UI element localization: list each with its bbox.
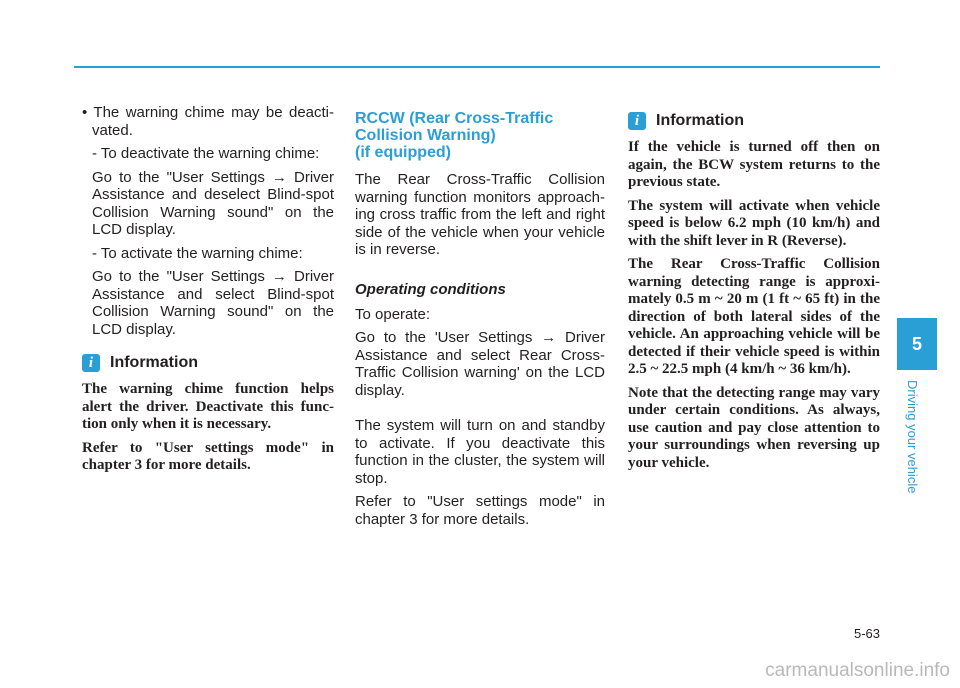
info-paragraph-3: The Rear Cross-Traffic Collision warning detecting range is approxi-mately 0.5 m ~ 20 m (1 ft ~ 65 ft) in the direction of both lateral sides of the vehicle. An approaching vehicle will be detected if their vehicle speed is within 2.5 ~ 22.5 mph (4 km/h ~ 36 km/h). <box>628 256 880 377</box>
chapter-number-tab: 5 <box>897 318 937 370</box>
info-paragraph-1: The warning chime function helps alert the driver. Deactivate this func-tion only when it is necessary. <box>82 381 334 432</box>
title-line-1: RCCW (Rear Cross-Traffic <box>355 110 554 127</box>
to-operate-label: To operate: <box>355 305 431 323</box>
activate-heading: - To activate the warning chime: <box>92 244 303 262</box>
info-title: Information <box>656 112 744 129</box>
subsection-title: Operating conditions <box>355 280 506 298</box>
bullet-warning-chime: • The warning chime may be deacti-vated. <box>82 104 334 139</box>
info-header-right <box>628 112 880 130</box>
activate-instructions: Go to the "User Settings → Driver Assistance and select Blind-spot Collision Warning sound" on the LCD display. <box>92 268 334 338</box>
column-left <box>82 104 334 481</box>
refer-paragraph: Refer to "User settings mode" in chapter 3 for more details. <box>355 493 605 528</box>
watermark: carmanualsonline.info <box>765 660 950 681</box>
header-rule <box>74 66 880 68</box>
deactivate-instructions: Go to the "User Settings → Driver Assistance and deselect Blind-spot Collision Warning sound" on the LCD display. <box>92 168 334 238</box>
information-icon: i <box>628 112 646 130</box>
standby-paragraph: The system will turn on and standby to activate. If you deactivate this function in the cluster, the system will stop. <box>355 417 605 487</box>
chapter-label: Driving your vehicle <box>905 380 920 494</box>
deactivate-heading: - To deactivate the warning chime: <box>92 145 320 162</box>
info-header-left <box>82 354 334 372</box>
information-icon: i <box>82 354 100 372</box>
info-paragraph-2: Refer to "User settings mode" in chapter 3 for more details. <box>82 439 334 473</box>
info-paragraph-1: If the vehicle is turned off then on again, the BCW system returns to the previous state. <box>628 139 880 190</box>
title-line-2: Collision Warning) <box>355 127 496 144</box>
info-paragraph-4: Note that the detecting range may vary under certain conditions. As always, use caution and pay close attention to your surroundings when reversing up your vehicle. <box>628 384 880 471</box>
bullet-text: The warning chime may be deacti-vated. <box>92 104 334 139</box>
rccw-intro: The Rear Cross-Traffic Collision warning function monitors approach-ing cross traffic from the left and right side of the vehicle when your vehicle is in reverse. <box>355 171 605 258</box>
column-middle <box>355 104 605 534</box>
column-right <box>628 96 880 478</box>
section-title-rccw <box>355 110 605 161</box>
info-title: Information <box>110 354 198 371</box>
operate-instructions: Go to the 'User Settings → Driver Assistance and select Rear Cross-Traffic Collision warning' on the LCD display. <box>355 329 605 399</box>
info-paragraph-2: The system will activate when vehicle speed is below 6.2 mph (10 km/h) and with the shift lever in R (Reverse). <box>628 197 880 249</box>
page-number: 5-63 <box>853 626 880 641</box>
title-line-3: (if equipped) <box>355 144 451 161</box>
